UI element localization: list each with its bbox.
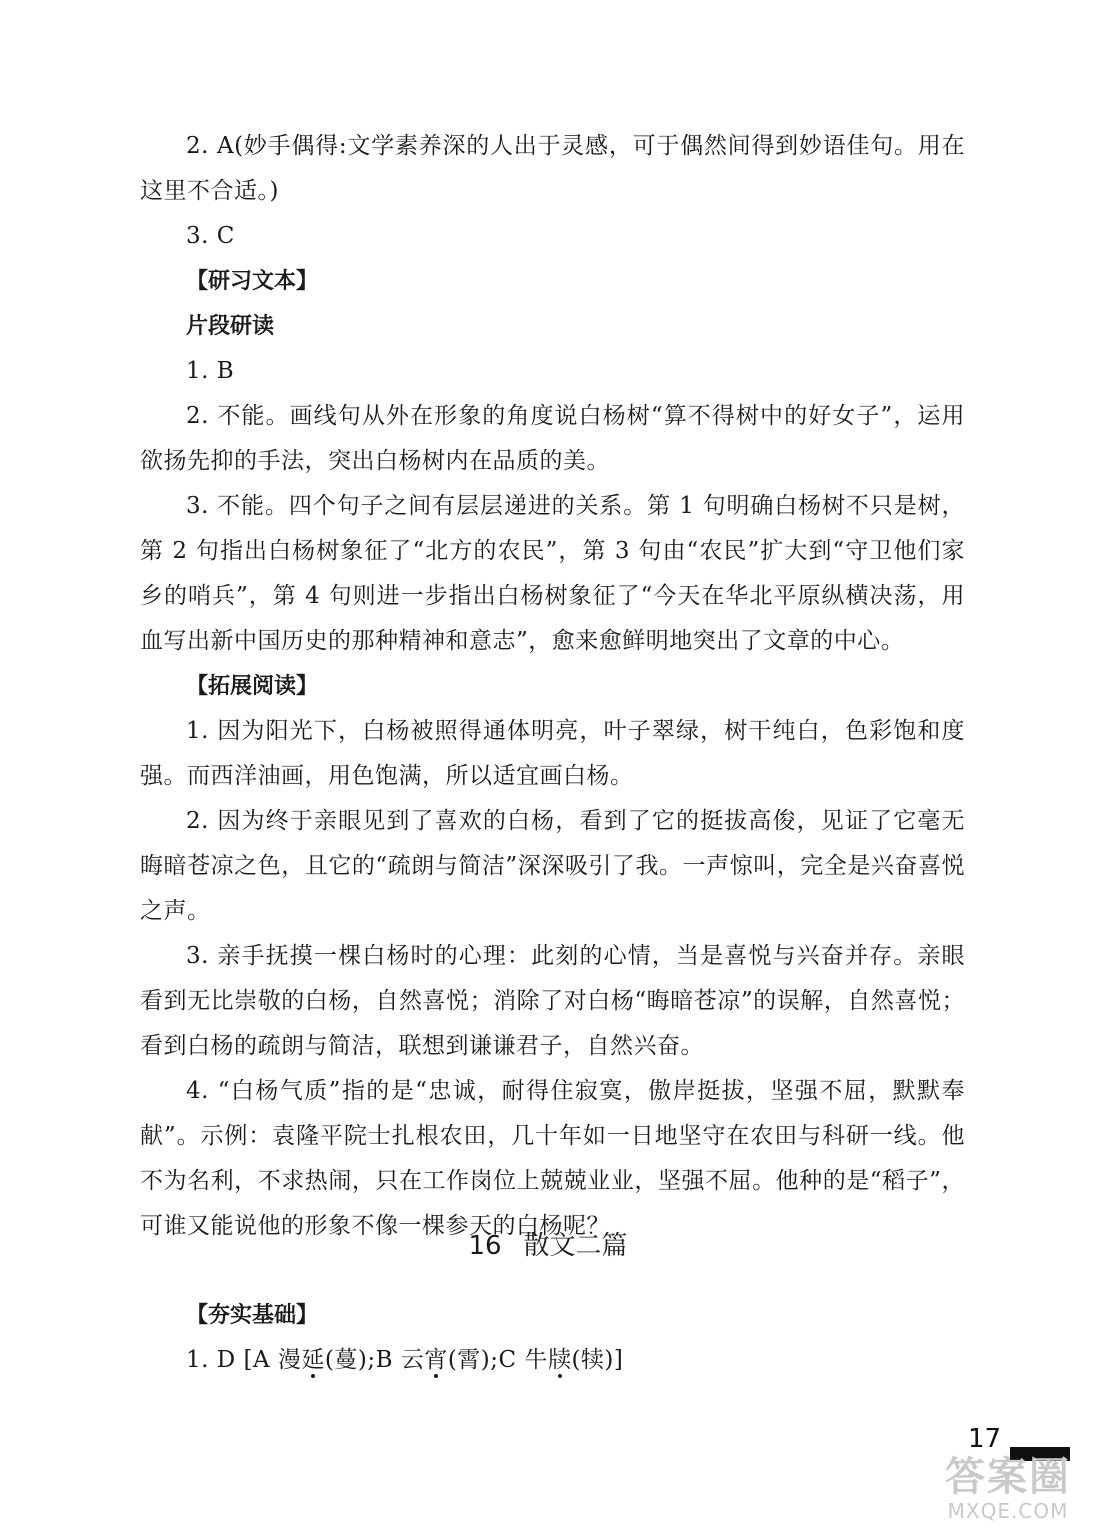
tuozhan-answer-2: 2. 因为终于亲眼见到了喜欢的白杨，看到了它的挺拔高俊，见证了它毫无晦暗苍凉之色，且它的“疏朗与简洁”深深吸引了我。一声惊叫，完全是兴奋喜悦之声。 [140,808,965,924]
section-yanxi [140,259,965,664]
chapter-number: 16 [468,1231,502,1261]
hangshi-q1-prefix: 1. D [A [186,1347,278,1373]
emphasis-dot-char-b: 宵 [424,1347,448,1373]
watermark-text: 答案圈 [945,1454,1071,1500]
hangshi-answer-1 [140,1338,965,1383]
page-number: 17 [968,1424,1002,1454]
section-heading-tuozhan: 【拓展阅读】 [186,674,319,699]
tuozhan-answer-3: 3. 亲手抚摸一棵白杨时的心理：此刻的心情，当是喜悦与兴奋并存。亲眼看到无比崇敬的白杨，自然喜悦；消除了对白杨“晦暗苍凉”的误解，自然喜悦；看到白杨的疏朗与简洁，联想到谦谦君子，自然兴奋。 [140,943,965,1059]
top-items [140,124,965,259]
emphasis-dot-char-c: 牍 [547,1347,572,1373]
tuozhan-answer-1: 1. 因为阳光下，白杨被照得通体明亮，叶子翠绿，树干纯白，色彩饱和度强。而西洋油画，用色饱满，所以适宜画白杨。 [140,718,965,789]
yanxi-answer-2: 2. 不能。画线句从外在形象的角度说白杨树“算不得树中的好女子”，运用欲扬先抑的手法，突出白杨树内在品质的美。 [140,403,965,474]
watermark-logo [928,1455,1088,1530]
section-tuozhan [140,664,965,1249]
item-3-answer: 3. C [186,223,235,249]
item-2-answer: 2. A(妙手偶得:文学素养深的人出于灵感，可于偶然间得到妙语佳句。用在这里不合适。) [140,133,965,204]
tuozhan-answer-4: 4. “白杨气质”指的是“忠诚，耐得住寂寞，傲岸挺拔，坚强不屈，默默奉献”。示例：袁隆平院士扎根农田，几十年如一日地坚守在农田与科研一线。他不为名利，不求热闹，只在工作岗位上兢兢业业，坚强不屈。他种的是“稻子”，可谁又能说他的形象不像一棵参天的白杨呢？ [140,1078,965,1239]
hangshi-q1-a-before: 漫 [277,1347,302,1373]
hangshi-q1-c-after: (犊)] [571,1347,624,1373]
chapter-name: 散文二篇 [523,1231,628,1261]
emphasis-dot-char-a: 延 [301,1347,325,1373]
yanxi-answer-3: 3. 不能。四个句子之间有层层递进的关系。第 1 句明确白杨树不只是树，第 2 句指出白杨树象征了“北方的农民”，第 3 句由“农民”扩大到“守卫他们家乡的哨兵”，第 4 句则进一步指出白杨树象征了“今天在华北平原纵横决荡，用血写出新中国历史的那种精神和意志”，愈来愈鲜明地突出了文章的中心。 [140,493,965,654]
chapter-title [0,1226,1096,1266]
subheading-pianduan: 片段研读 [186,314,275,339]
hangshi-q1-a-after: (蔓);B 云 [324,1347,425,1373]
watermark-url: MXQE.COM [947,1499,1069,1523]
yanxi-answer-1: 1. B [186,358,235,384]
hangshi-q1-b-after: (霄);C 牛 [447,1347,548,1373]
section-heading-yanxi: 【研习文本】 [186,269,319,294]
section-heading-hangshi: 【夯实基础】 [186,1303,319,1328]
section-hangshi [140,1293,965,1383]
